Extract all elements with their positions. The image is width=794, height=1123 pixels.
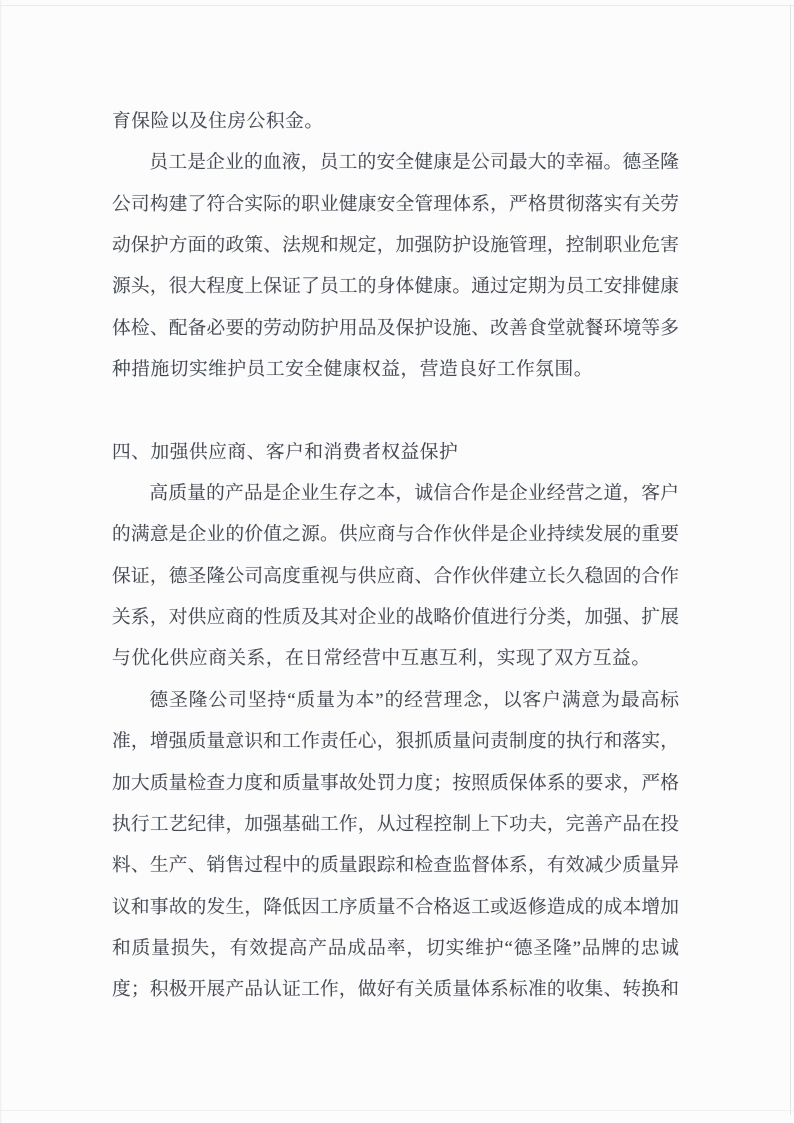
page-scan-edge-top	[0, 5, 794, 6]
text-line: 育保险以及住房公积金。	[112, 111, 324, 132]
text-line: 动保护方面的政策、法规和规定，加强防护设施管理，控制职业危害	[112, 235, 679, 257]
text-line: 议和事故的发生，降低因工序质量不合格返工或返修造成的成本增加	[112, 896, 679, 918]
text-line: 关系，对供应商的性质及其对企业的战略价值进行分类，加强、扩展	[112, 607, 679, 629]
text-line: 高质量的产品是企业生存之本，诚信合作是企业经营之道，客户	[149, 483, 679, 505]
text-line: 和质量损失，有效提高产品成品率，切实维护“德圣隆”品牌的忠诚	[112, 937, 679, 959]
text-line: 的满意是企业的价值之源。供应商与合作伙伴是企业持续发展的重要	[112, 524, 679, 546]
page-scan-edge-left	[0, 0, 2, 1123]
text-line: 准，增强质量意识和工作责任心，狠抓质量问责制度的执行和落实，	[112, 731, 679, 753]
text-line: 德圣隆公司坚持“质量为本”的经营理念，以客户满意为最高标	[149, 689, 679, 711]
text-line: 源头，很大程度上保证了员工的身体健康。通过定期为员工安排健康	[112, 276, 679, 298]
document-body	[112, 101, 679, 1011]
text-line: 种措施切实维护员工安全健康权益，营造良好工作氛围。	[112, 359, 593, 381]
page-scan-edge-right	[790, 5, 791, 1115]
text-line: 保证，德圣隆公司高度重视与供应商、合作伙伴建立长久稳固的合作	[112, 565, 679, 587]
page-scan-edge-bottom	[0, 1110, 794, 1111]
text-line: 员工是企业的血液，员工的安全健康是公司最大的幸福。德圣隆	[149, 152, 679, 174]
blank-line	[112, 390, 679, 431]
text-line: 料、生产、销售过程中的质量跟踪和检查监督体系，有效减少质量异	[112, 855, 679, 877]
text-line: 与优化供应商关系，在日常经营中互惠互利，实现了双方互益。	[112, 648, 651, 670]
section-heading: 四、加强供应商、客户和消费者权益保护	[112, 441, 459, 463]
text-line: 体检、配备必要的劳动防护用品及保护设施、改善食堂就餐环境等多	[112, 317, 679, 339]
text-line: 加大质量检查力度和质量事故处罚力度；按照质保体系的要求，严格	[112, 772, 679, 794]
text-line: 执行工艺纪律，加强基础工作，从过程控制上下功夫，完善产品在投	[112, 813, 679, 835]
text-line: 公司构建了符合实际的职业健康安全管理体系，严格贯彻落实有关劳	[112, 193, 679, 215]
text-line: 度；积极开展产品认证工作，做好有关质量体系标准的收集、转换和	[112, 979, 679, 1001]
